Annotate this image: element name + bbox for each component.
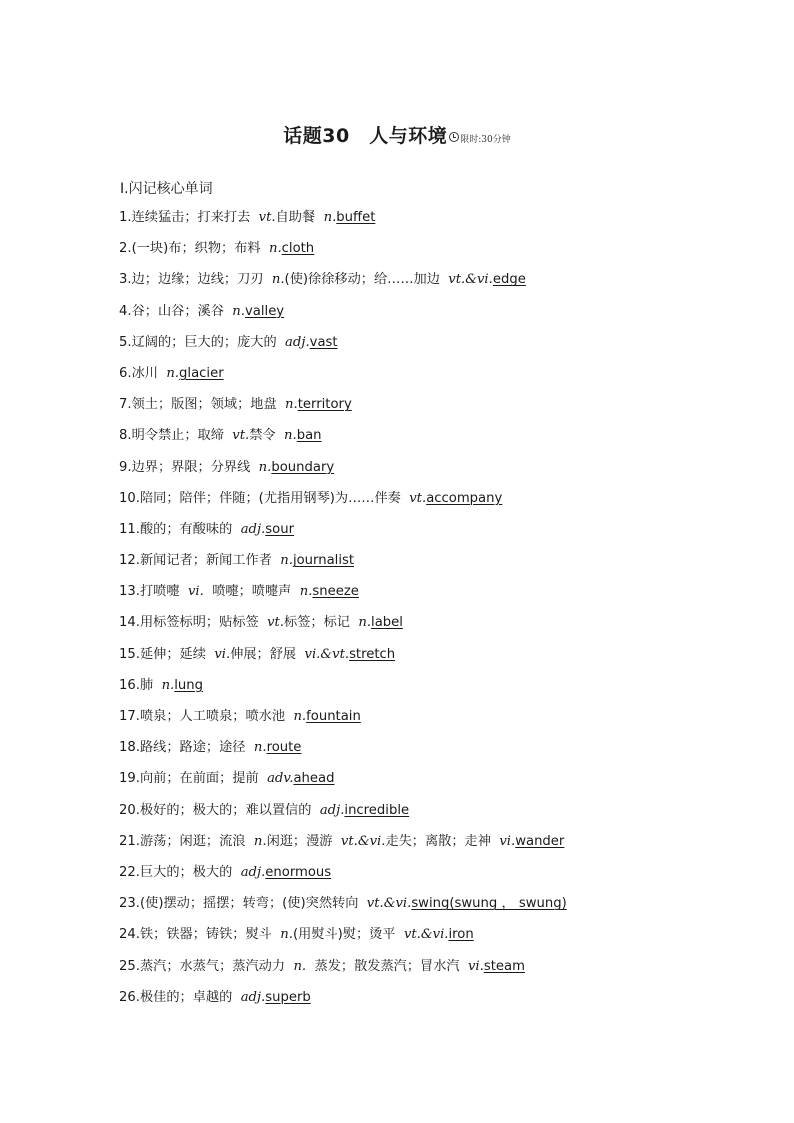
answer-word: journalist — [292, 553, 355, 569]
answer-word: iron — [448, 927, 474, 943]
definition-text: 走失；离散；走神 — [385, 833, 500, 849]
vocab-entry — [119, 394, 759, 425]
vocabulary-list — [119, 207, 759, 1018]
vocab-entry — [119, 862, 759, 893]
answer-word: territory — [297, 397, 352, 413]
entry-number: 13. — [119, 584, 140, 600]
answer-word: boundary — [271, 459, 335, 475]
definition-text: 蒸发；散发蒸汽；冒水汽 — [306, 958, 468, 974]
part-of-speech: vi.&vt. — [304, 646, 350, 662]
part-of-speech: n. — [280, 927, 293, 943]
time-limit: 限时:30分钟 — [460, 135, 511, 145]
vocab-entry — [119, 363, 759, 394]
entry-number: 16. — [119, 677, 140, 693]
entry-number: 7. — [119, 397, 132, 413]
entry-number: 24. — [119, 927, 140, 943]
entry-number: 15. — [119, 646, 140, 662]
entry-number: 18. — [119, 740, 140, 756]
entry-number: 26. — [119, 989, 140, 1005]
part-of-speech: vi. — [467, 958, 484, 974]
page-title: 话题30 人与环境 — [283, 125, 448, 147]
entry-number: 11. — [119, 521, 140, 537]
definition-text: 打喷嚏 — [139, 584, 188, 600]
entry-number: 14. — [119, 615, 140, 631]
part-of-speech: n. — [293, 709, 307, 724]
part-of-speech: n. — [323, 210, 337, 225]
definition-text: (使)摆动；摇摆；转弯；(使)突然转向 — [139, 896, 367, 912]
part-of-speech: vt. — [409, 490, 427, 506]
definition-text: 边；边缘；边线；刀刃 — [131, 272, 272, 288]
answer-word: edge — [492, 272, 526, 288]
vocab-entry — [119, 519, 759, 550]
vocab-entry — [119, 238, 759, 269]
definition-text: 用标签标明；贴标签 — [139, 615, 268, 631]
vocab-entry — [119, 581, 759, 612]
definition-text: 巨大的；极大的 — [139, 864, 241, 880]
vocab-entry — [119, 301, 759, 332]
definition-text: 铁；铁器；铸铁；熨斗 — [139, 927, 281, 943]
part-of-speech: vt.&vi. — [366, 896, 412, 912]
part-of-speech: n. — [271, 272, 285, 288]
definition-text: 喷泉；人工喷泉；喷水池 — [139, 709, 294, 724]
definition-text: 蒸汽；水蒸气；蒸汽动力 — [139, 958, 294, 974]
definition-text: 喷嚏；喷嚏声 — [203, 584, 300, 600]
definition-text: 辽阔的；巨大的；庞大的 — [131, 334, 286, 350]
vocab-entry — [119, 425, 759, 456]
clock-icon — [449, 132, 459, 142]
answer-word: swing(swung ， swung) — [411, 896, 567, 912]
vocab-entry — [119, 893, 759, 924]
part-of-speech: vt. — [267, 615, 285, 631]
definition-text: (使)徐徐移动；给……加边 — [284, 272, 449, 288]
definition-text: 路线；路途；途径 — [139, 740, 254, 756]
part-of-speech: vt. — [232, 428, 250, 444]
answer-word: lung — [174, 677, 204, 693]
definition-text: 冰川 — [131, 365, 167, 381]
definition-text: 酸的；有酸味的 — [139, 521, 241, 537]
answer-word: buffet — [336, 210, 376, 225]
vocab-entry — [119, 768, 759, 799]
vocab-entry — [119, 488, 759, 519]
part-of-speech: adj. — [240, 864, 266, 880]
entry-number: 20. — [119, 802, 140, 818]
entry-number: 5. — [119, 334, 132, 350]
vocab-entry — [119, 706, 759, 737]
definition-text: 谷；山谷；溪谷 — [131, 303, 233, 319]
entry-number: 4. — [119, 303, 132, 319]
definition-text: 陪同；陪伴；伴随；(尤指用钢琴)为……伴奏 — [139, 490, 410, 506]
entry-number: 2. — [119, 241, 132, 257]
page-header — [0, 122, 794, 154]
part-of-speech: n. — [284, 428, 297, 444]
entry-number: 22. — [119, 864, 140, 880]
entry-number: 10. — [119, 490, 140, 506]
part-of-speech: n. — [268, 241, 282, 257]
vocab-entry — [119, 644, 759, 675]
part-of-speech: n. — [161, 677, 175, 693]
vocab-entry — [119, 207, 759, 238]
definition-text: (用熨斗)熨；烫平 — [292, 927, 404, 943]
answer-word: accompany — [426, 490, 503, 506]
definition-text: 边界；界限；分界线 — [131, 459, 259, 475]
part-of-speech: vi. — [214, 646, 231, 662]
definition-text: 向前；在前面；提前 — [139, 771, 268, 787]
answer-word: cloth — [281, 241, 315, 257]
vocab-entry — [119, 737, 759, 768]
part-of-speech: n. — [258, 459, 272, 475]
definition-text: (一块)布；织物；布料 — [131, 241, 269, 257]
answer-word: stretch — [349, 646, 396, 662]
part-of-speech: n. — [232, 303, 245, 319]
vocab-entry — [119, 987, 759, 1018]
part-of-speech: n. — [253, 833, 267, 849]
entry-number: 9. — [119, 459, 132, 475]
part-of-speech: adv. — [267, 771, 294, 787]
part-of-speech: n. — [285, 397, 298, 413]
entry-number: 17. — [119, 709, 140, 724]
vocab-entry — [119, 332, 759, 363]
section-title: Ⅰ.闪记核心单词 — [120, 181, 213, 197]
answer-word: superb — [265, 989, 311, 1005]
vocab-entry — [119, 269, 759, 300]
part-of-speech: vt.&vi. — [403, 927, 449, 943]
entry-number: 8. — [119, 428, 132, 444]
vocab-entry — [119, 924, 759, 955]
part-of-speech: n. — [293, 958, 307, 974]
part-of-speech: n. — [280, 553, 293, 569]
entry-number: 19. — [119, 771, 140, 787]
entry-number: 23. — [119, 896, 140, 912]
part-of-speech: adj. — [240, 521, 266, 537]
definition-text: 禁令 — [249, 428, 285, 444]
answer-word: ahead — [293, 771, 335, 787]
part-of-speech: n. — [358, 615, 372, 631]
answer-word: ban — [296, 428, 322, 444]
part-of-speech: n. — [166, 365, 180, 381]
definition-text: 游荡；闲逛；流浪 — [139, 833, 254, 849]
definition-text: 极好的；极大的；难以置信的 — [139, 802, 320, 818]
answer-word: valley — [244, 303, 285, 319]
answer-word: incredible — [344, 802, 410, 818]
answer-word: glacier — [179, 365, 224, 381]
answer-word: route — [266, 740, 302, 756]
answer-word: fountain — [306, 709, 361, 724]
answer-word: sour — [265, 521, 295, 537]
answer-word: vast — [309, 334, 338, 350]
vocab-entry — [119, 612, 759, 643]
definition-text: 闲逛；漫游 — [266, 833, 341, 849]
part-of-speech: vt.&vi. — [448, 272, 493, 288]
definition-text: 延伸；延续 — [139, 646, 215, 662]
definition-text: 伸展；舒展 — [230, 646, 305, 662]
entry-number: 1. — [119, 210, 132, 225]
vocab-entry — [119, 457, 759, 488]
vocab-entry — [119, 956, 759, 987]
part-of-speech: vi. — [187, 584, 204, 600]
answer-word: wander — [515, 833, 565, 849]
definition-text: 肺 — [139, 677, 162, 693]
answer-word: label — [371, 615, 403, 631]
definition-text: 领土；版图；领域；地盘 — [131, 397, 286, 413]
part-of-speech: n. — [253, 740, 267, 756]
part-of-speech: vt.&vi. — [340, 833, 386, 849]
definition-text: 自助餐 — [275, 210, 324, 225]
part-of-speech: n. — [299, 584, 313, 600]
part-of-speech: vt. — [258, 210, 276, 225]
entry-number: 25. — [119, 958, 140, 974]
part-of-speech: vi. — [499, 833, 516, 849]
vocab-entry — [119, 800, 759, 831]
entry-number: 3. — [119, 272, 132, 288]
entry-number: 21. — [119, 833, 140, 849]
definition-text: 标签；标记 — [284, 615, 359, 631]
answer-word: enormous — [265, 864, 332, 880]
vocab-entry — [119, 675, 759, 706]
entry-number: 12. — [119, 553, 140, 569]
vocab-entry — [119, 550, 759, 581]
answer-word: steam — [483, 958, 525, 974]
answer-word: sneeze — [312, 584, 359, 600]
part-of-speech: adj. — [240, 989, 266, 1005]
part-of-speech: adj. — [285, 334, 310, 350]
definition-text: 明令禁止；取缔 — [131, 428, 233, 444]
entry-number: 6. — [119, 365, 132, 381]
definition-text: 新闻记者；新闻工作者 — [139, 553, 281, 569]
part-of-speech: adj. — [319, 802, 345, 818]
definition-text: 极佳的；卓越的 — [139, 989, 241, 1005]
vocab-entry — [119, 831, 759, 862]
definition-text: 连续猛击；打来打去 — [131, 210, 259, 225]
